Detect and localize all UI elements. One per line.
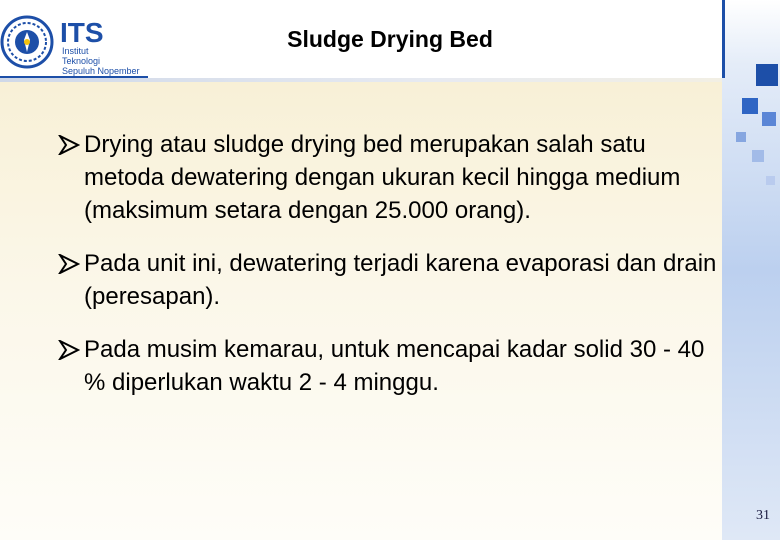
bullet-text: Pada unit ini, dewatering terjadi karena evaporasi dan drain (peresapan). <box>84 250 717 310</box>
arrow-bullet-icon <box>58 340 80 360</box>
bullet-text: Pada musim kemarau, untuk mencapai kadar solid 30 - 40 % diperlukan waktu 2 - 4 minggu. <box>84 336 705 396</box>
arrow-bullet-icon <box>58 135 80 155</box>
logo-line-1: Institut <box>62 46 89 56</box>
bullet-list <box>58 128 718 419</box>
logo-wordmark: ITS <box>60 17 104 48</box>
slide-title: Sludge Drying Bed <box>287 26 493 52</box>
bullet-item <box>58 333 718 399</box>
right-decoration <box>722 0 780 540</box>
bullet-item <box>58 247 718 313</box>
logo-line-2: Teknologi <box>62 56 101 66</box>
slide-header <box>0 0 722 78</box>
arrow-bullet-icon <box>58 254 80 274</box>
logo-line-3: Sepuluh Nopember <box>62 66 140 76</box>
bullet-item <box>58 128 718 227</box>
its-logo <box>0 8 148 78</box>
bullet-text: Drying atau sludge drying bed merupakan salah satu metoda dewatering dengan ukuran kecil hingga medium (maksimum setara dengan 25.000 orang). <box>84 131 681 224</box>
page-number: 31 <box>756 508 770 523</box>
its-emblem-icon <box>2 17 52 67</box>
